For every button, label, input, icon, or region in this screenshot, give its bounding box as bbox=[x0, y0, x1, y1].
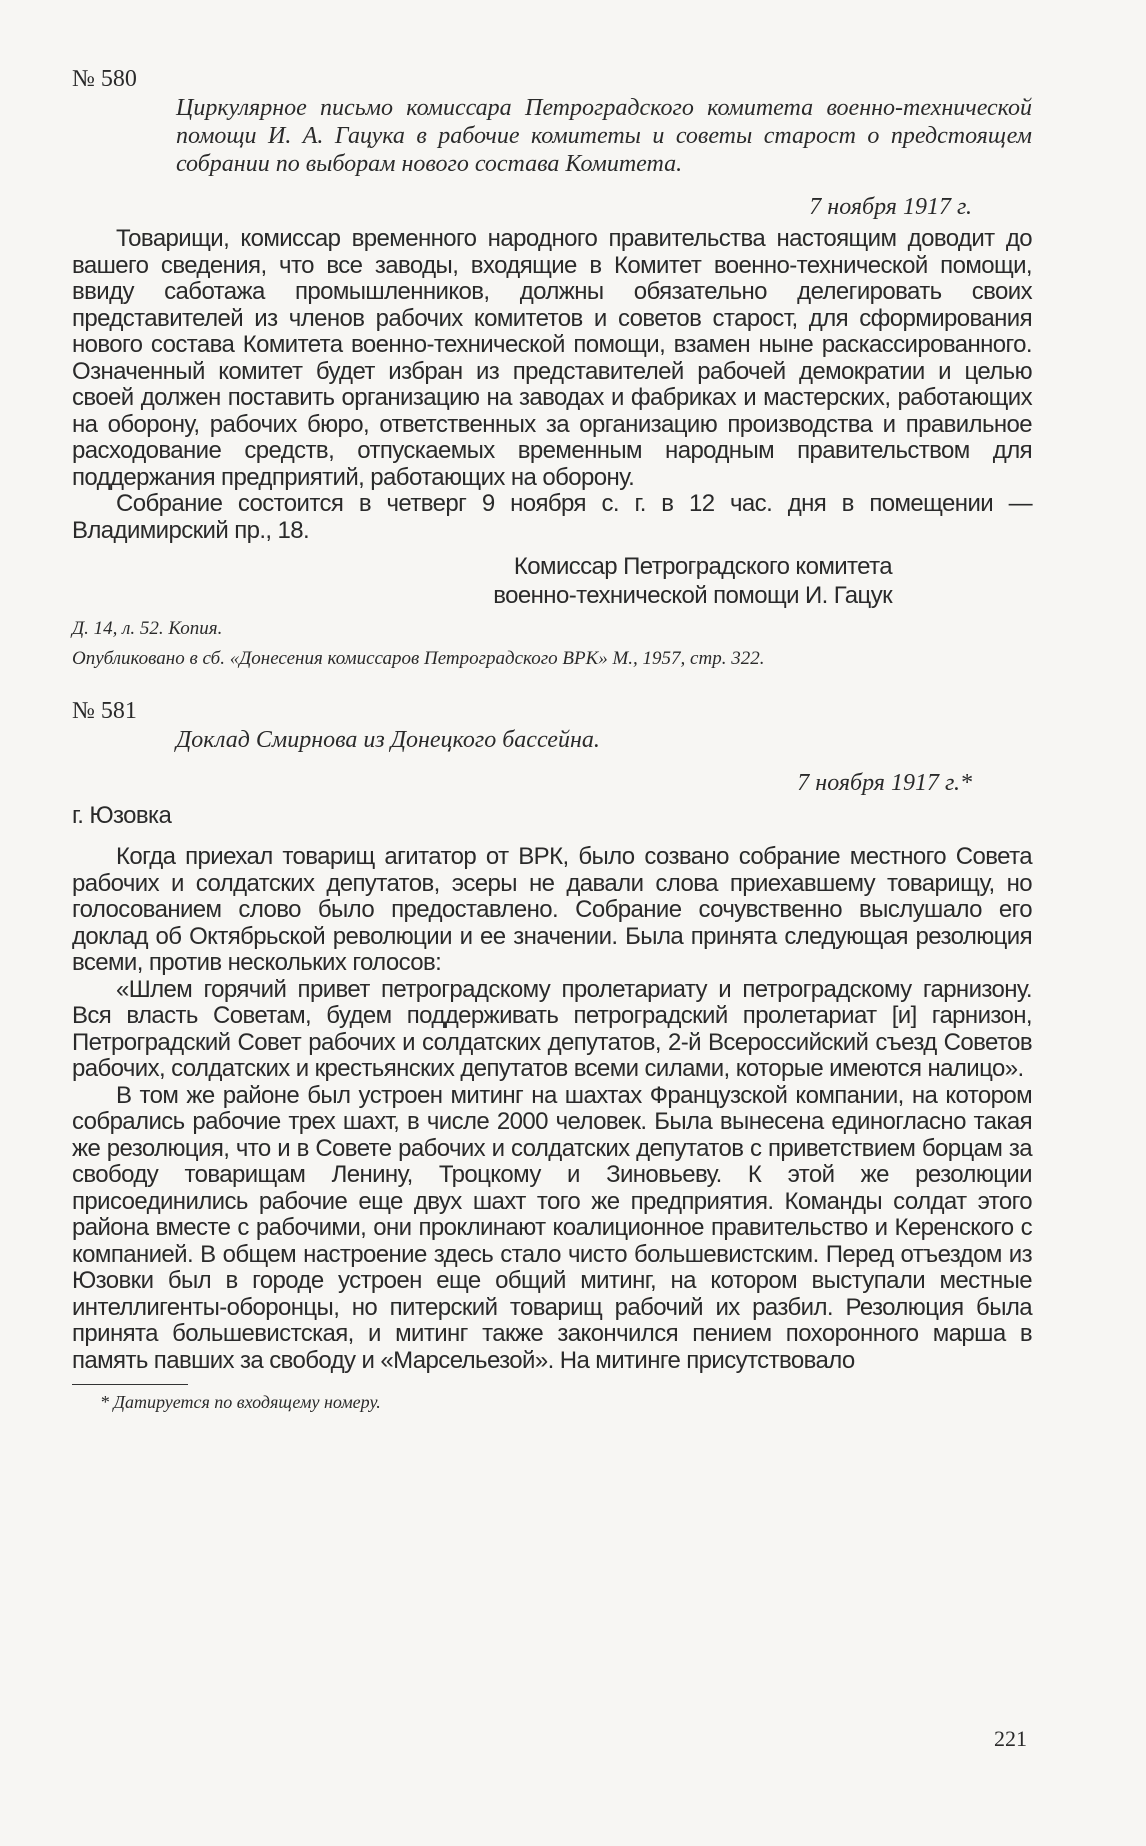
document-581 bbox=[72, 696, 1032, 1413]
document-number: № 580 bbox=[72, 66, 137, 92]
paragraph: В том же районе был устроен митинг на шахтах Французской компании, на котором собрались рабочие трех шахт, в числе 2000 человек. Была вынесена единогласно такая же резолюция, что и в Совете рабочих и солдатских депутатов с приветствием борцам за свободу товарищам Ленину, Троцкому и Зиновьеву. К этой же резолюции присоединились рабочие еще двух шахт того же предприятия. Команды солдат этого района вместе с рабочими, они проклинают коалиционное правительство и Керенского с компанией. В общем настроение здесь стало чисто большевистским. Перед отъездом из Юзовки был в городе устроен еще общий митинг, на котором выступали местные интеллигенты-оборонцы, но питерский товарищ рабочий их разбил. Резолюция была принята большевистская, и митинг также закончился пением похоронного марша в память павших за свободу и «Марсельезой». На митинге присутствовало bbox=[72, 1081, 1032, 1374]
archive-reference: Д. 14, л. 52. Копия. bbox=[72, 618, 223, 639]
paragraph: Когда приехал товарищ агитатор от ВРК, было созвано собрание местного Совета рабочих и солдатских депутатов, эсеры не давали слова приехавшему товарищу, но голосованием слово было предоставлено. Собрание сочувственно выслушало его доклад об Октябрьской революции и ее значении. Была принята следующая резолюция всеми, против нескольких голосов: bbox=[72, 843, 1032, 976]
section-gap bbox=[72, 674, 1032, 696]
footnote: * Датируется по входящему номеру. bbox=[100, 1392, 381, 1412]
signature-line: военно-технической помощи И. Гацук bbox=[493, 582, 892, 609]
document-title: Доклад Смирнова из Донецкого бассейна. bbox=[176, 727, 600, 753]
paragraph: Собрание состоится в четверг 9 ноября с. г. в 12 час. дня в помещении — Владимирский пр., 18. bbox=[72, 490, 1032, 544]
signature-line: Комиссар Петроградского комитета bbox=[513, 553, 892, 580]
document-number: № 581 bbox=[72, 698, 137, 724]
document-page bbox=[72, 64, 1032, 1413]
paragraph: Товарищи, комиссар временного народного правительства настоящим доводит до вашего сведения, что все заводы, входящие в Комитет военно-технической помощи, ввиду саботажа промышленников, должны обязательно делегировать своих представителей из членов рабочих комитетов и советов старост, для сформирования нового состава Комитета военно-технической помощи, взамен ныне раскассированного. Означенный комитет будет избран из представителей рабочей демократии и целью своей должен поставить организацию на заводах и фабриках и мастерских, работающих на оборону, рабочих бюро, ответственных за организацию производства и правильное расходование средств, отпускаемых временным народным правительством для поддержания предприятий, работающих на оборону. bbox=[72, 225, 1032, 491]
document-title: Циркулярное письмо комиссара Петроградского комитета военно-технической помощи И. А. Гацука в рабочие комитеты и советы старост о предстоящем собрании по выборам нового состава Комитета. bbox=[176, 95, 1032, 177]
page-number: 221 bbox=[994, 1726, 1027, 1751]
document-date: 7 ноября 1917 г.* bbox=[797, 770, 972, 796]
document-580 bbox=[72, 64, 1032, 674]
signature bbox=[72, 552, 892, 610]
document-body bbox=[72, 844, 1032, 1374]
footnote-divider bbox=[72, 1384, 188, 1385]
publication-reference: Опубликовано в сб. «Донесения комиссаров Петроградского ВРК» М., 1957, стр. 322. bbox=[72, 648, 765, 669]
document-place: г. Юзовка bbox=[72, 802, 172, 829]
paragraph: «Шлем горячий привет петроградскому пролетариату и петроградскому гарнизону. Вся власть Советам, будем поддерживать петроградский пролетариат [и] гарнизон, Петроградский Совет рабочих и солдатских депутатов, 2-й Всероссийский съезд Советов рабочих, солдатских и крестьянских депутатов всеми силами, которые имеются налицо». bbox=[72, 975, 1032, 1082]
document-date: 7 ноября 1917 г. bbox=[809, 194, 972, 220]
document-body bbox=[72, 226, 1032, 544]
